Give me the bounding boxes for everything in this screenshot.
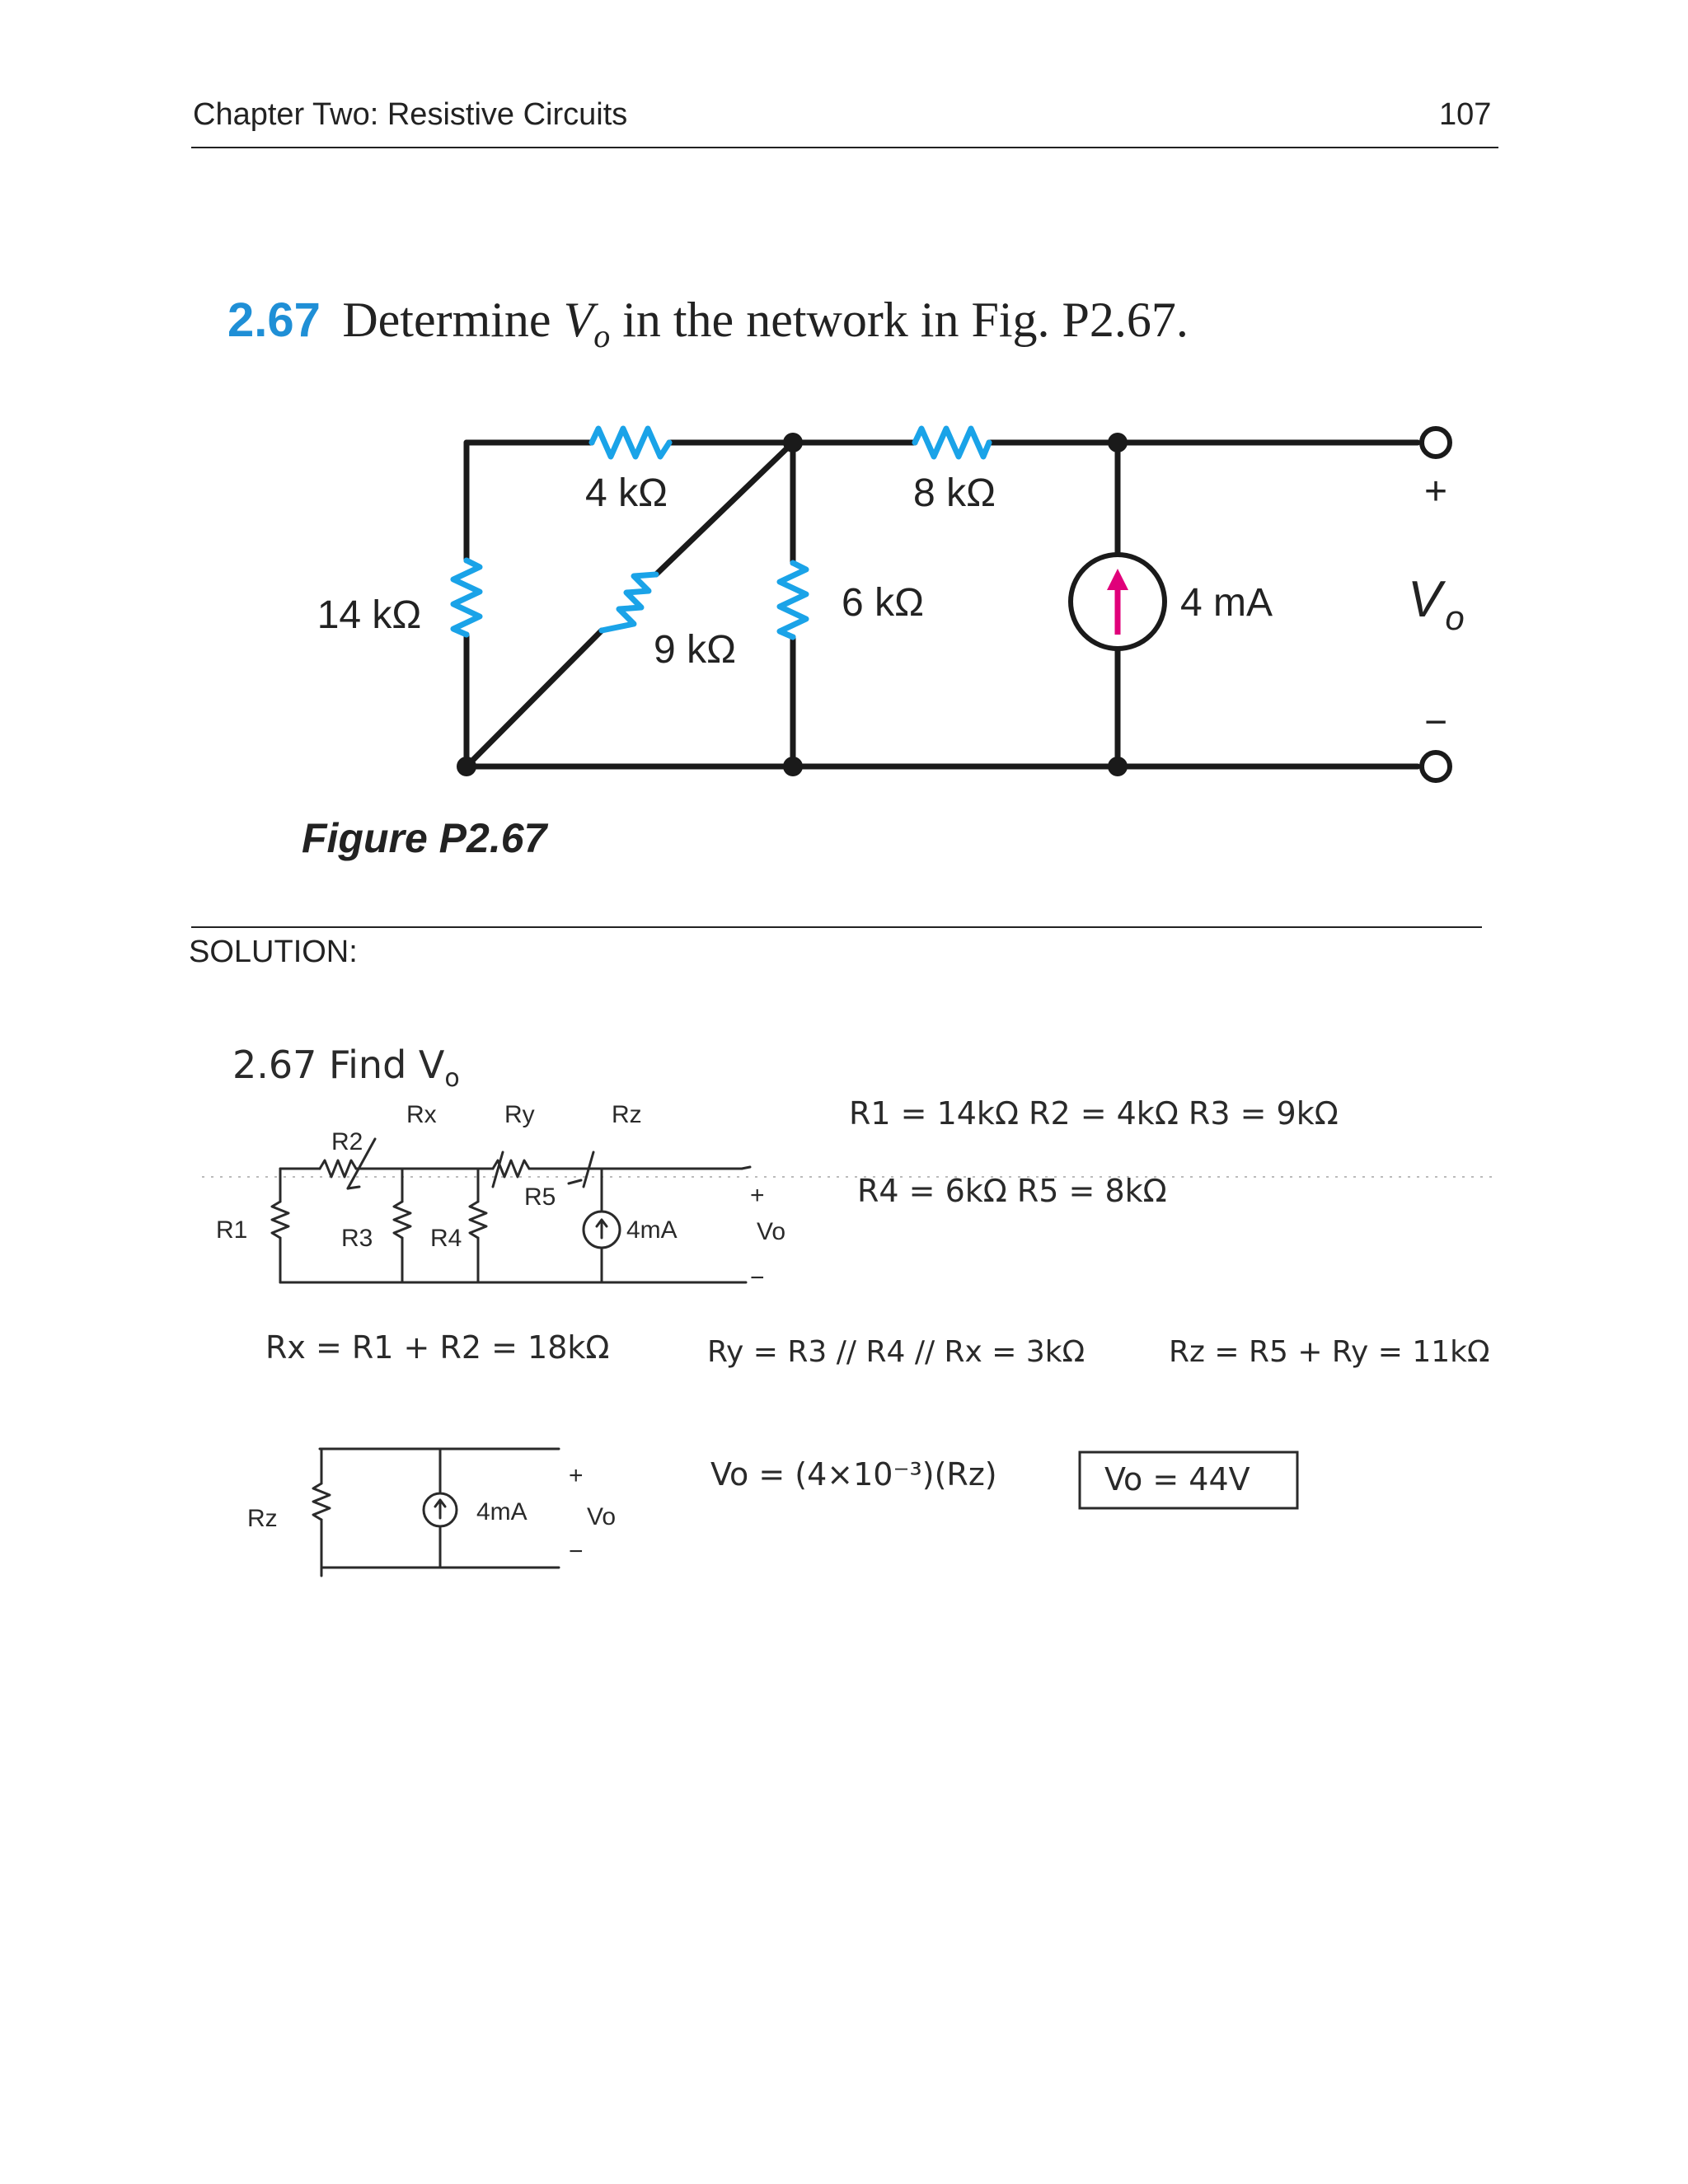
svg-text:Rx: Rx [406, 1101, 437, 1128]
svg-text:Vo: Vo [757, 1218, 786, 1245]
svg-text:+: + [569, 1462, 584, 1489]
resistor-14k [453, 560, 480, 635]
svg-text:Ry: Ry [504, 1101, 535, 1128]
svg-text:4mA: 4mA [626, 1216, 678, 1244]
terminal-negative [1422, 752, 1450, 780]
figure-caption: Figure P2.67 [302, 815, 547, 861]
svg-text:−: − [569, 1538, 584, 1565]
label-14k: 14 kΩ [316, 593, 422, 637]
svg-text:R2: R2 [331, 1128, 363, 1155]
label-plus: + [1423, 470, 1448, 513]
svg-text:Vo: Vo [587, 1503, 617, 1530]
node [1108, 433, 1128, 452]
svg-text:R1: R1 [216, 1216, 248, 1244]
svg-text:+: + [750, 1182, 765, 1209]
label-4k: 4 kΩ [585, 471, 668, 515]
node [1108, 757, 1128, 776]
label-6k: 6 kΩ [842, 581, 924, 625]
svg-text:Rz: Rz [612, 1101, 642, 1128]
label-4ma: 4 mA [1180, 581, 1273, 625]
solution-label: SOLUTION: [189, 935, 358, 969]
problem-text-before: Determine [342, 293, 564, 347]
label-8k: 8 kΩ [913, 471, 996, 515]
solution-heading: 2.67 Find $V_o$ [232, 1043, 460, 1093]
label-vo: $V_o$ [1408, 571, 1465, 637]
node [783, 757, 803, 776]
svg-text:R4: R4 [430, 1225, 462, 1252]
given-values-2: R4 = 6kΩ R5 = 8kΩ [857, 1173, 1167, 1209]
node [783, 433, 803, 452]
chapter-header: Chapter Two: Resistive Circuits [193, 97, 628, 132]
problem-subscript: o [593, 317, 611, 354]
problem-variable: V [563, 293, 594, 347]
node [457, 757, 476, 776]
final-answer: Vo = 44V [1104, 1461, 1250, 1497]
resistor-8k [915, 429, 989, 457]
problem-text-after: in the network in Fig. P2.67. [610, 293, 1189, 347]
label-9k: 9 kΩ [654, 628, 736, 672]
svg-text:R3: R3 [341, 1225, 373, 1252]
svg-text:−: − [750, 1264, 765, 1291]
rx-equation: Rx = R1 + R2 = 18kΩ [265, 1329, 610, 1366]
page-number: 107 [1439, 97, 1492, 132]
svg-text:4mA: 4mA [476, 1498, 528, 1526]
given-values-1: R1 = 14kΩ R2 = 4kΩ R3 = 9kΩ [849, 1095, 1339, 1132]
handwritten-solution [0, 989, 1688, 1615]
terminal-positive [1422, 429, 1450, 457]
rz-equation: Rz = R5 + Ry = 11kΩ [1169, 1335, 1490, 1369]
solution-rule [191, 926, 1482, 928]
resistor-4k [592, 429, 669, 457]
circuit-figure [0, 0, 1688, 907]
resistor-6k [780, 563, 806, 637]
svg-text:R5: R5 [524, 1183, 556, 1211]
vo-equation: Vo = (4×10⁻³)(Rz) [710, 1456, 997, 1493]
problem-number: 2.67 [227, 293, 321, 347]
resistor-9k [602, 574, 656, 630]
svg-text:Rz: Rz [247, 1505, 278, 1532]
label-minus: − [1423, 701, 1448, 744]
ry-equation: Ry = R3 // R4 // Rx = 3kΩ [707, 1335, 1085, 1369]
